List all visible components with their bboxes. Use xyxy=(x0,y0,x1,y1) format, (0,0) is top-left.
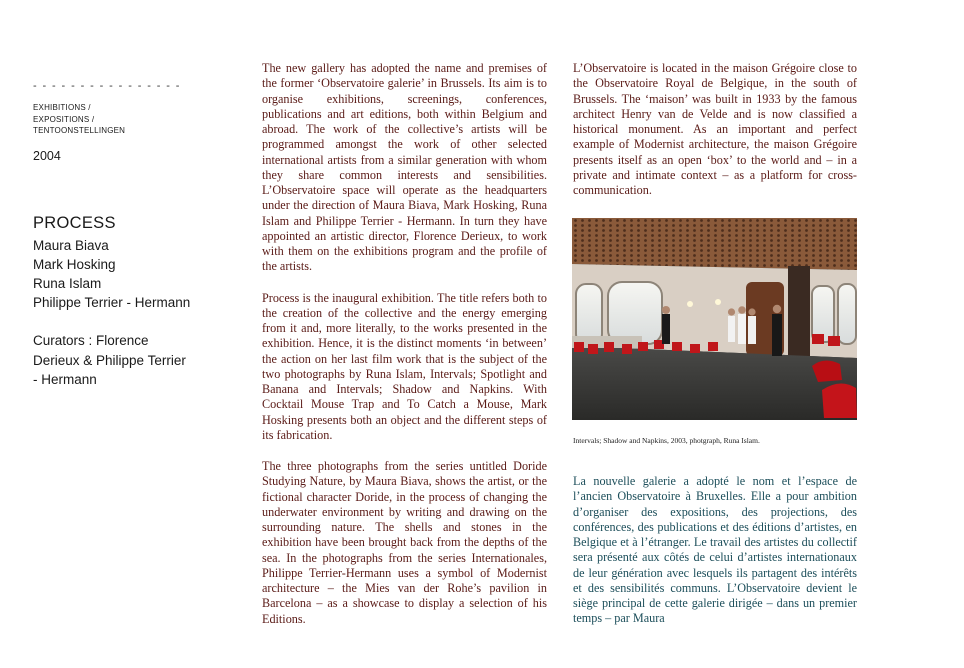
section-label xyxy=(33,102,125,137)
section-label-line: EXPOSITIONS / xyxy=(33,114,95,124)
artist-name: Maura Biava xyxy=(33,238,109,253)
exhibition-title: PROCESS xyxy=(33,214,116,232)
divider-dashes: - - - - - - - - - - - - - - - - xyxy=(33,80,181,92)
paragraph: Process is the inaugural exhibition. The title refers both to the creation of the collective and the energy emerging from it and, more literally, to the works presented in the exhibition. Hence, it is the distinct moments ‘in between’ the action on her last film work that is the subject of the two photographs by Runa Islam, Intervals; Spotlight and Banana and Intervals; Shadow and Napkins. With Cocktail Mouse Trap and To Catch a Mouse, Mark Hosking presents both an object and the different steps of its fabrication. xyxy=(262,290,547,442)
artist-name: Philippe Terrier - Hermann xyxy=(33,295,191,310)
curators-credit: Curators : Florence Derieux & Philippe Terrier - Hermann xyxy=(33,333,186,387)
section-label-line: EXHIBITIONS / xyxy=(33,103,91,112)
artist-list xyxy=(33,236,190,312)
paragraph: La nouvelle galerie a adopté le nom et l’espace de l’ancien Observatoire à Bruxelles. Elle a pour ambition d’organiser des expositions, des projections, des conférences, des publications et des éditions d’artistes, en Belgique et à l’étranger. Le travail des artistes du collectif sera présenté aux côtés de celui d’artistes internationaux de leur génération avec lesquels ils partagent des intérêts et des sensibilités communs. L’Observatoire devient le siège principal de cette galerie dirigée – dans un premier temps – par Maura xyxy=(573,474,857,626)
paragraph: The three photographs from the series untitled Doride Studying Nature, by Maura Biava, shows the artist, or the fictional character Doride, in the process of changing the underwater environment by writing and drawing on the surrounding nature. The shells and stones in the exhibition have been brought back from the depths of the sea. In the photographs from the series Internationales, Philippe Terrier-Hermann uses a symbol of Modernist architecture – the Mies van der Rohe’s pavilion in Barcelona – as a showcase to display a selection of his Editions. xyxy=(262,459,547,626)
artist-name: Runa Islam xyxy=(33,276,102,291)
english-text-column xyxy=(262,61,547,643)
photo-caption: Intervals; Shadow and Napkins, 2003, photgraph, Runa Islam. xyxy=(573,436,760,445)
exhibition-year: 2004 xyxy=(33,149,61,163)
paragraph: The new gallery has adopted the name and premises of the former ‘Observatoire galerie’ in Brussels. Its aim is to organise exhibitions, screenings, conferences, publications and art editions, both within Belgium and abroad. The work of the collective’s artists will be programmed amongst the work of other selected international artists from a similar generation with whom they share common interests and sensibilities. L’Observatoire space will operate as the headquarters under the direction of Maura Biava, Mark Hosking, Runa Islam and Philippe Terrier - Hermann. In turn they have appointed an artistic director, Florence Derieux, to work with them on the exhibitions program and the profile of the artists. xyxy=(262,61,547,274)
location-text xyxy=(573,61,857,214)
exhibition-photo xyxy=(572,218,857,420)
paragraph: L’Observatoire is located in the maison Grégoire close to the Observatoire Royal de Belgique, in the south of Brussels. The ‘maison’ was built in 1933 by the famous architect Henry van de Velde and is now classified a historical monument. As an important and perfect example of Modernist architecture, the maison Grégoire presents itself as an open ‘box’ to the world and – in a private and intimate context – as a platform for cross-communication. xyxy=(573,61,857,197)
french-text-column xyxy=(573,474,857,626)
artist-name: Mark Hosking xyxy=(33,257,116,272)
section-label-line: TENTOONSTELLINGEN xyxy=(33,126,126,136)
